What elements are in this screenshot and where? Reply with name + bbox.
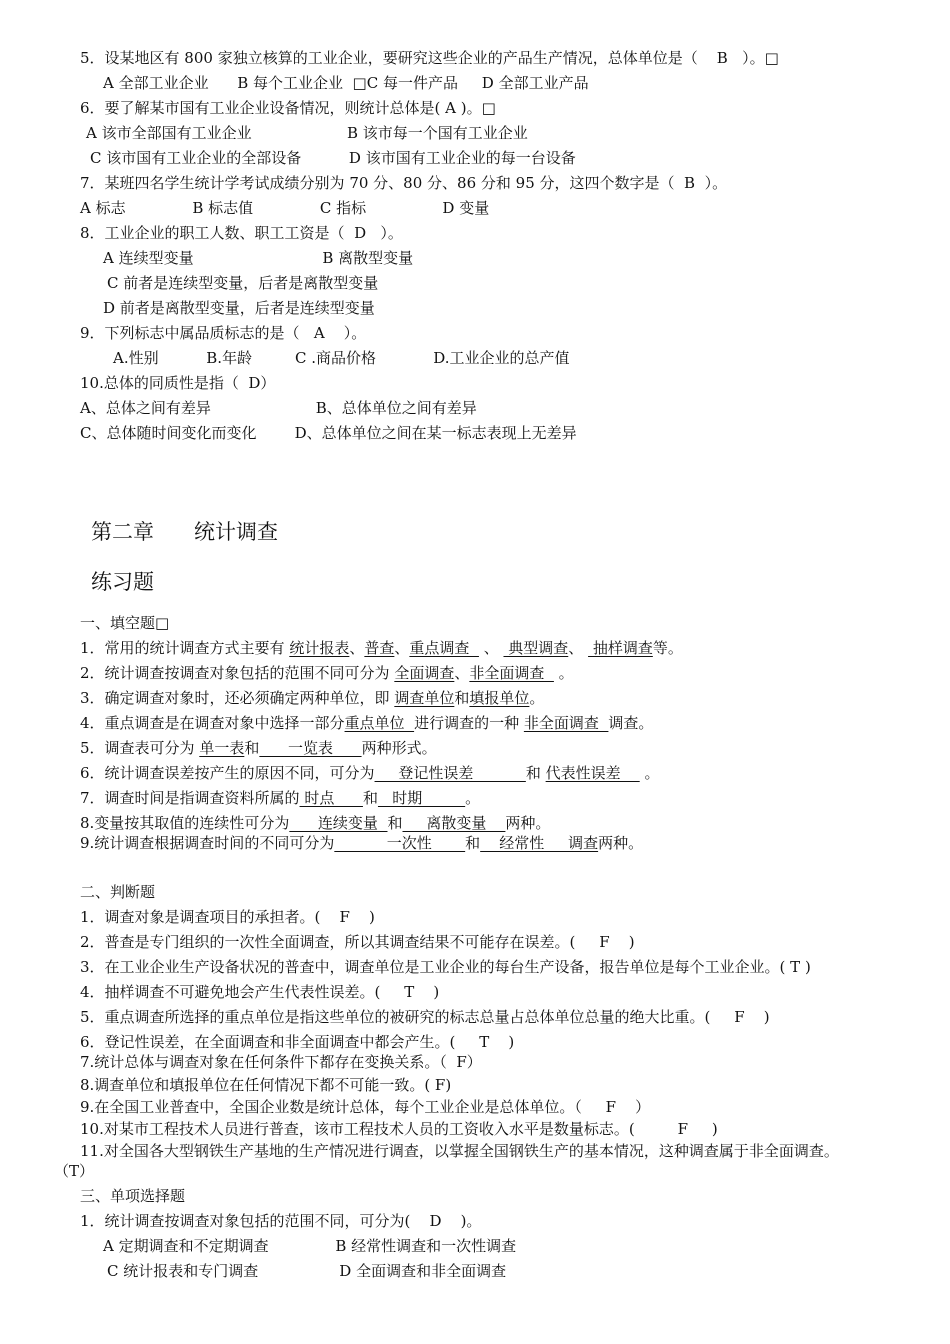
line-text: 等。 [652,639,683,657]
line-text: 7．调查时间是指调查资料所属的 [80,789,300,807]
answer-blank: 重点调查 [409,639,479,657]
line-text: A 全部工业企业 B 每个工业企业 □C 每一件产品 D 全部工业产品 [103,74,589,92]
judge-question: 5．重点调查所选择的重点单位是指这些单位的被研究的标志总量占总体单位总量的绝大比重。( F ) [80,1008,770,1026]
question-line [80,173,727,193]
line-text: 。 [553,664,574,682]
line-text: 3．确定调查对象时，还必须确定两种单位，即 [80,689,395,707]
question-line [90,148,576,168]
question-line [80,98,496,118]
fill-question [80,788,480,808]
answer-blank: 离散变量 [402,814,506,832]
fill-question [80,738,437,758]
question-line [80,398,477,418]
section-subtitle: 练习题 [91,570,154,594]
question-line [80,373,275,393]
section-heading [80,613,169,633]
line-text: 7．某班四名学生统计学考试成绩分别为 70 分、80 分、86 分和 95 分，这四个数字是（ B ）。 [80,174,728,192]
fill-question [80,763,659,783]
judge-question: 4．抽样调查不可避免地会产生代表性误差。( T ) [80,983,440,1001]
line-text: 、 [568,639,589,657]
line-text: 一、填空题□ [80,614,170,632]
line-text: 、 [394,639,410,657]
line-text: A 连续型变量 B 离散型变量 [103,249,414,267]
answer-blank: 普查 [364,639,395,657]
question-line [80,223,403,243]
answer-blank: 单一表 [199,739,245,757]
answer-blank: 非全面调查 [523,714,609,732]
question-line [80,198,489,218]
answer-blank: 填报单位 [469,689,530,707]
line-text: 。 [639,764,660,782]
choice-line: C 统计报表和专门调查 D 全面调查和非全面调查 [107,1262,507,1280]
line-text: 两种。 [598,834,644,852]
line-text: 9.统计调查根据调查时间的不同可分为 [80,834,335,852]
line-text: A.性别 B.年龄 C .商品价格 D.工业企业的总产值 [113,349,570,367]
question-line [80,323,366,343]
chapter-title: 第二章 统计调查 [91,520,279,544]
judge-question: 3．在工业企业生产设备状况的普查中，调查单位是工业企业的每台生产设备，报告单位是每个工业企业。( T ) [80,958,811,976]
fill-question [80,813,550,833]
fill-question [80,638,683,658]
line-text: A 该市全部国有工业企业 B 该市每一个国有工业企业 [86,124,528,142]
choice-line: 1．统计调查按调查对象包括的范围不同，可分为( D )。 [80,1212,482,1230]
answer-blank: 登记性误差 [374,764,526,782]
question-line [86,123,528,143]
section-heading: 三、单项选择题 [80,1187,186,1205]
answer-blank: 重点单位 [344,714,415,732]
question-line [107,273,378,293]
line-text: 、 [454,664,470,682]
answer-blank: 一次性 [334,834,466,852]
answer-blank: 代表性误差 [545,764,640,782]
question-line [103,73,589,93]
line-text: C 前者是连续型变量，后者是离散型变量 [107,274,379,292]
answer-blank: 抽样调查 [588,639,653,657]
fill-question [80,713,653,733]
line-text: 6．要了解某市国有工业企业设备情况，则统计总体是( A )。□ [80,99,496,117]
fill-question [80,663,574,683]
line-text: 、 [478,639,504,657]
fill-question [80,833,643,853]
line-text: D 前者是离散型变量，后者是连续型变量 [103,299,375,317]
fill-question [80,688,544,708]
choice-line: A 定期调查和不定期调查 B 经常性调查和一次性调查 [103,1237,517,1255]
line-text: C、总体随时间变化而变化 D、总体单位之间在某一标志表现上无差异 [80,424,577,442]
answer-blank: 一览表 [259,739,362,757]
line-text: 两种。 [505,814,551,832]
question-line [80,48,779,68]
answer-blank: 调查单位 [394,689,455,707]
line-text: 和 [454,689,470,707]
line-text: 进行调查的一种 [414,714,524,732]
line-text: 2．统计调查按调查对象包括的范围不同可分为 [80,664,395,682]
line-text: 5．设某地区有 800 家独立核算的工业企业，要研究这些企业的产品生产情况，总体单位是（ B ）。□ [80,49,779,67]
judge-question: 6．登记性误差，在全面调查和非全面调查中都会产生。( T ) [80,1033,515,1051]
line-text: 调查。 [608,714,654,732]
line-text: 1．常用的统计调查方式主要有 [80,639,290,657]
line-text: 10.总体的同质性是指（ D） [80,374,276,392]
line-text: 5．调查表可分为 [80,739,200,757]
answer-blank: 经常性 调查 [480,834,599,852]
answer-blank: 时点 [299,789,363,807]
judge-question: 1．调查对象是调查项目的承担者。( F ) [80,908,375,926]
judge-question: （T） [54,1162,95,1180]
judge-question: 9.在全国工业普查中，全国企业数是统计总体，每个工业企业是总体单位。（ F ） [80,1098,651,1116]
line-text: C 该市国有工业企业的全部设备 D 该市国有工业企业的每一台设备 [90,149,576,167]
judge-question: 10.对某市工程技术人员进行普查，该市工程技术人员的工资收入水平是数量标志。( F ) [80,1120,718,1138]
judge-question: 7.统计总体与调查对象在任何条件下都存在变换关系。（ F） [80,1053,482,1071]
judge-question: 2．普查是专门组织的一次性全面调查，所以其调查结果不可能存在误差。( F ) [80,933,635,951]
line-text: 8.变量按其取值的连续性可分为 [80,814,290,832]
judge-question: 8.调查单位和填报单位在任何情况下都不可能一致。( F) [80,1076,452,1094]
answer-blank: 连续变量 [289,814,388,832]
line-text: 6．统计调查误差按产生的原因不同，可分为 [80,764,375,782]
line-text: A 标志 B 标志值 C 指标 D 变量 [80,199,490,217]
line-text: 和 [525,764,546,782]
line-text: 和 [465,834,481,852]
answer-blank: 非全面调查 [469,664,554,682]
line-text: 。 [529,689,545,707]
judge-question: 11.对全国各大型钢铁生产基地的生产情况进行调查，以掌握全国钢铁生产的基本情况，这种调查属于非全面调查。 [80,1142,839,1160]
line-text: A、总体之间有差异 B、总体单位之间有差异 [80,399,477,417]
line-text: 8．工业企业的职工人数、职工工资是（ D ）。 [80,224,403,242]
line-text: 4．重点调查是在调查对象中选择一部分 [80,714,345,732]
line-text: 和 [362,789,378,807]
question-line [103,248,413,268]
line-text: 、 [349,639,365,657]
line-text: 两种形式。 [361,739,437,757]
line-text: 和 [244,739,260,757]
question-line [80,423,577,443]
line-text: 9．下列标志中属品质标志的是（ A ）。 [80,324,367,342]
answer-blank: 统计报表 [289,639,350,657]
question-line [103,298,375,318]
answer-blank: 时期 [377,789,466,807]
answer-blank: 全面调查 [394,664,455,682]
answer-blank: 典型调查 [503,639,569,657]
line-text: 和 [387,814,403,832]
question-line [113,348,569,368]
section-heading: 二、判断题 [80,883,156,901]
line-text: 。 [465,789,481,807]
